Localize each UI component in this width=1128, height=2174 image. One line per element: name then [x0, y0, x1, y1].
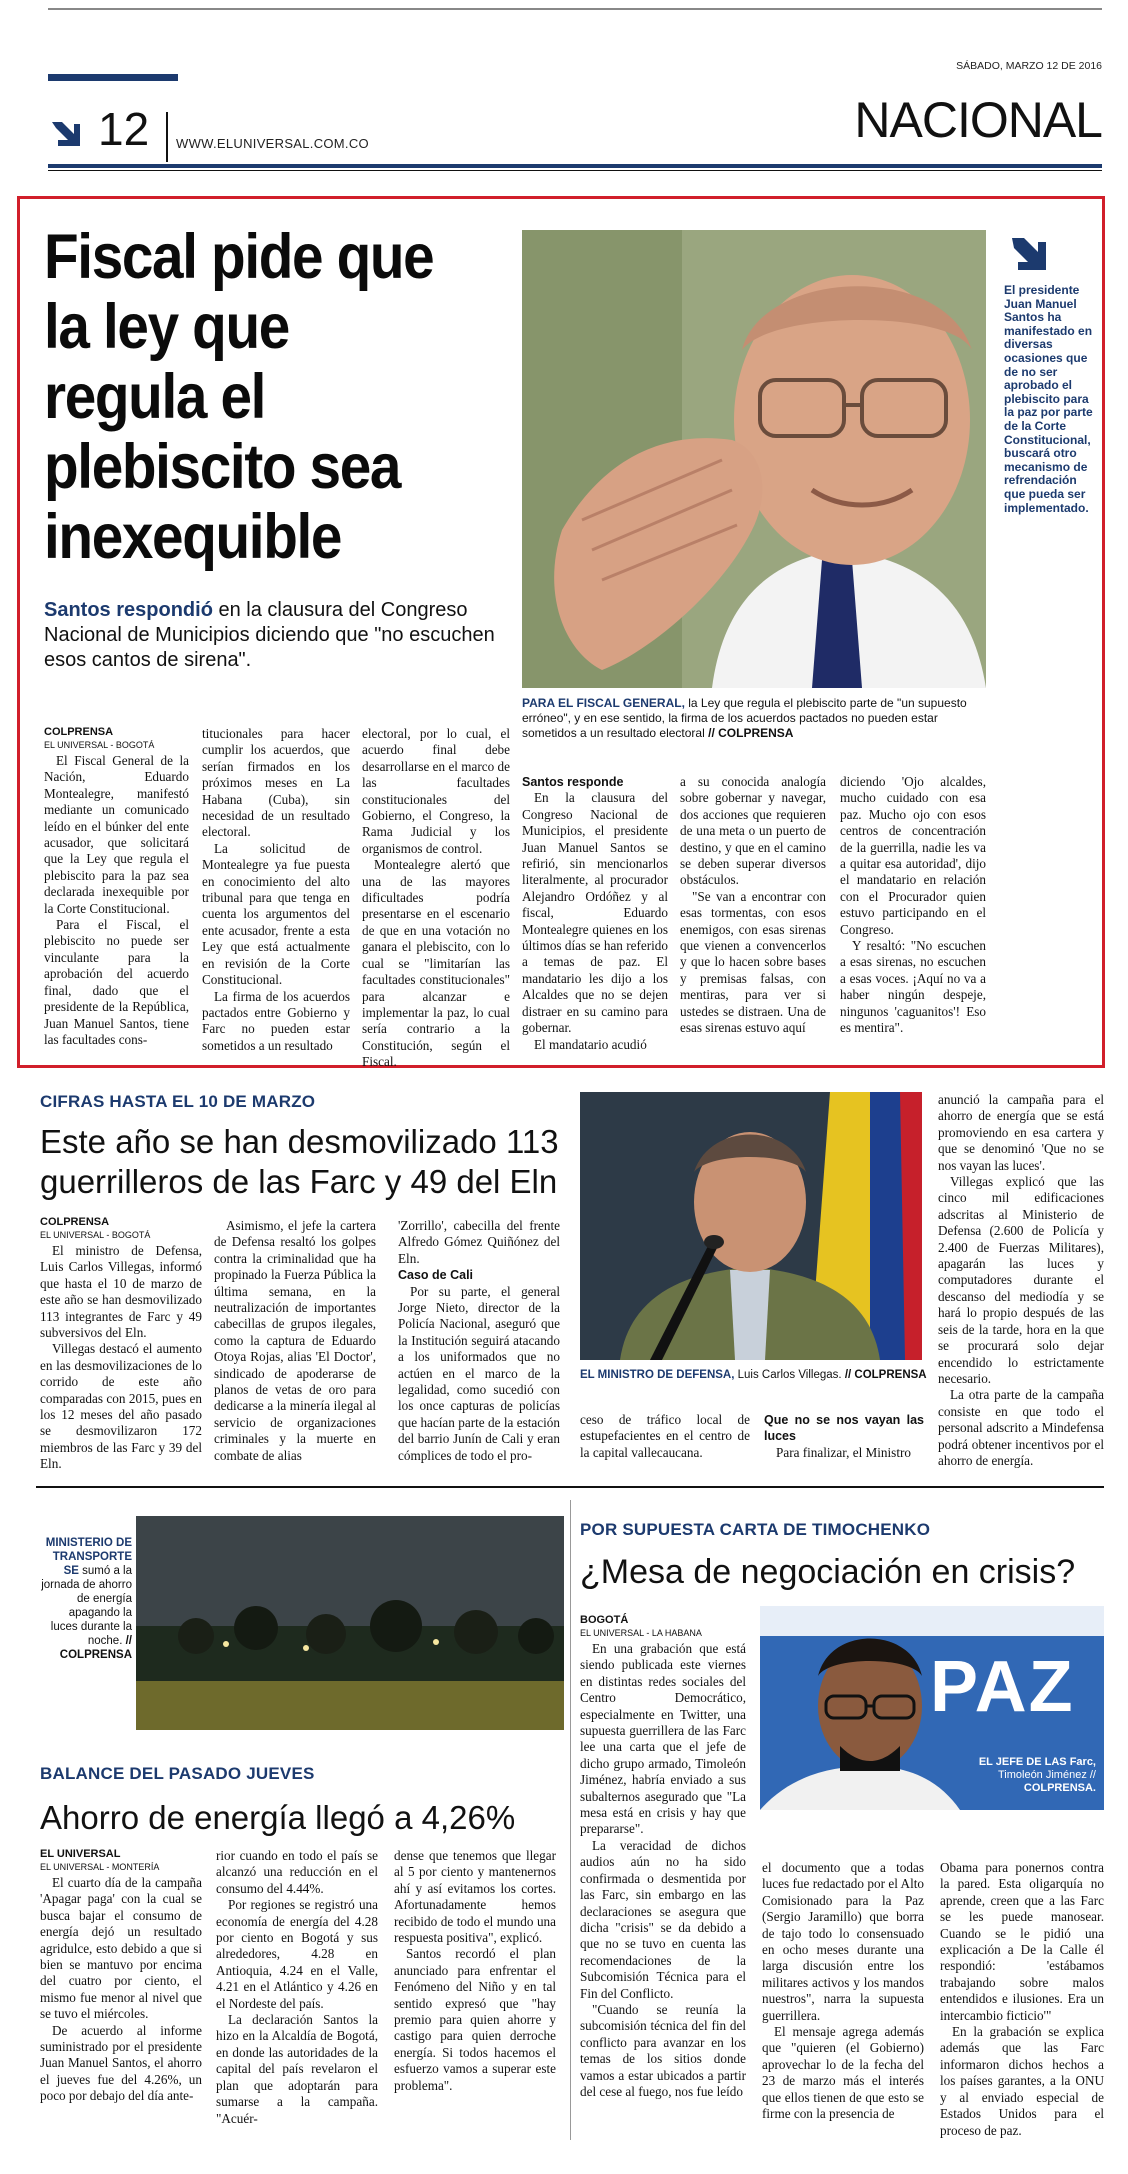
story2-col3-p1: 'Zorrillo', cabecilla del frente Alfredo Gómez Quiñónez del Eln. [398, 1218, 560, 1266]
story1-col3-p1: electoral, por lo cual, el acuerdo final debe desarrollarse en el marco de las facultades constitucionales del Gobierno, el Congreso, la Rama Judicial y los organismos de control. [362, 726, 510, 856]
story1-byline-place: EL UNIVERSAL - BOGOTÁ [44, 740, 155, 750]
story4-caption-credit: COLPRENSA. [1023, 1782, 1096, 1794]
story1-caption-credit: // COLPRENSA [708, 726, 794, 740]
story3-col1-p1: El cuarto día de la campaña 'Apagar paga' con la cual se busca bajar el consumo de energía dejó un resultado agridulce, esto debido a que si bien se mantuvo por encima del cuatro por ciento, el mismo fue menor al nivel que se tuvo el miércoles. [40, 1875, 202, 2022]
story2-col6-p2: Villegas explicó que las cinco mil edificaciones adscritas al Ministerio de Defensa (2.600 de Policía y 2.400 de Fuerzas Militares), apagarán las luces y computadores durante el descanso del mediodía y se hará lo propio después de las seis de la tarde, hora en la que se procurará solo dejar encendido lo estrictamente necesario. [938, 1174, 1104, 1386]
story3-col1-p2: De acuerdo al informe suministrado por el presidente Juan Manuel Santos, el ahorro el jueves fue del 4.26%, un poco por debajo del día ante- [40, 2022, 202, 2104]
story1-col6 [840, 774, 986, 1037]
story4-col2-p2: El mensaje agrega además que "quieren (el Gobierno) aprovechar lo de la fecha del 23 de marzo más el interés que ellos tienen de que esto se firme con la presencia de [762, 2024, 924, 2122]
story1-byline: COLPRENSA [44, 726, 114, 738]
night-lights-photo [136, 1516, 564, 1730]
story4-col1-p1: En una grabación que está siendo publicada este viernes en distintas redes sociales del Centro Democrático, especialmente en Twitter, una supuesta guerrillera de las Farc lee una carta que el jefe de dicho grupo armado, Timoleón Jiménez, habría enviado a sus subalternos asegurado que "La mesa está en crisis y hay que prepararse". [580, 1641, 746, 1837]
story2-col6-p3: La otra parte de la campaña consiste en que todo el personal adscrito a Mindefensa podrá obtener incentivos por el ahorro de energía. [938, 1387, 1104, 1468]
story3-note-credit: // COLPRENSA [59, 1635, 132, 1661]
story3-col3-p1: dense que tenemos que llegar al 5 por ciento y mantenernos ahí y así evitamos los cortes. Afortunadamente hemos recibido de todo el mundo una respuesta positiva", explicó. [394, 1848, 556, 1946]
story4-col1-p3: "Cuando se reunía la subcomisión técnica del fin del conflicto para avanzar en los temas de los sitios donde vamos a estar ubicados a partir del cese al fuego, nos fue leído [580, 2001, 746, 2099]
story2-col1-p1: El ministro de Defensa, Luis Carlos Villegas, informó que hasta el 10 de marzo de este año se han desmovilizado 113 integrantes de Farc y 49 subversivos del Eln. [40, 1243, 202, 1341]
story2-col3-subhead: Caso de Cali [398, 1268, 474, 1283]
story2-caption-text: Luis Carlos Villegas. [737, 1369, 842, 1381]
story4-photo-caption [960, 1756, 1096, 1795]
arrow-icon [48, 114, 84, 150]
story2-col1-p2: Villegas destacó el aumento en las desmovilizaciones de lo corrido de este año comparadas con 2015, pues en los 12 meses del año pasado se desmovilizaron 172 miembros de las Farc y 39 del Eln. [40, 1341, 202, 1472]
story1-col1 [44, 726, 189, 1048]
story1-caption-lead: PARA EL FISCAL GENERAL, [522, 696, 685, 710]
story3-col2-p3: La declaración Santos la hizo en la Alcaldía de Bogotá, en donde las autoridades de la capital del país revelaron el plan que adoptarán para sumarse a la campaña. "Acuér- [216, 2012, 378, 2126]
story1-col4-subhead: Santos responde [522, 775, 624, 789]
story3-headline: Ahorro de energía llegó a 4,26% [40, 1799, 516, 1836]
story2-col1 [40, 1216, 202, 1473]
banner-paz-text: PAZ [930, 1647, 1075, 1727]
story2-col6 [938, 1092, 1104, 1469]
story1-col5-p1: a su conocida analogía sobre gobernar y navegar, dos acciones que requieren de una meta o un puerto de destino, y que en el camino se deben superar diversos obstáculos. [680, 774, 826, 888]
site-url[interactable]: WWW.ELUNIVERSAL.COM.CO [176, 136, 369, 151]
story4-col3-p2: En la grabación se explica además que las Farc informaron dichos hechos a los países garantes, a la ONU y al enviado especial de Estados Unidos para el proceso de paz. [940, 2024, 1104, 2138]
story2-col2-p1: Asimismo, el jefe la cartera de Defensa resaltó los golpes contra la criminalidad que ha propinado la Fuerza Pública la última semana, en la neutralización de importantes cabecillas de grupos ilegales, como la captura de Eduardo Otoya Rojas, alias 'El Doctor', sindicado de apoderarse de planos de vetas de oro para dedicarse a la minería ilegal al servicio de organizaciones criminales y la muerte en combate de alias [214, 1218, 376, 1463]
story1-col5-p2: "Se van a encontrar con esas tormentas, con esos enemigos, con esas sirenas que vienen a convencerlos y que lo hacen sobre bases y premisas falsas, con mentiras, para ver si ustedes se distraen. Una de esas sirenas estuvo aquí [680, 888, 826, 1036]
story1-col3 [362, 726, 510, 1071]
story1-deck-rest: en la clausura del Congreso Nacional de Municipios diciendo que "no escuchen esos cantos de sirena". [44, 599, 495, 671]
story4-col2 [762, 1860, 924, 2123]
story1-photo-caption [522, 696, 990, 741]
story3-col3-p2: Santos recordó el plan anunciado para enfrentar el Fenómeno del Niño y en tal sentido expresó que "hay premio para quien ahorre y castigo para quien derroche energía. Si todos hacemos el esfuerzo vamos a superar este problema". [394, 1946, 556, 2093]
story1-col4-p1: En la clausura del Congreso Nacional de Municipios, el presidente Juan Manuel Santos se refirió, sin mencionarlos literalmente, al procurador Alejandro Ordóñez y al fiscal, Eduardo Montealegre quienes en los últimos días se han referido a temas de paz. El mandatario les dijo a los Alcaldes que no se dejen distraer en su camino para gobernar. [522, 790, 668, 1036]
story3-col3 [394, 1848, 556, 2094]
story1-col2 [202, 726, 350, 1054]
masthead-rule-thin [48, 170, 1102, 171]
story2-col5 [764, 1412, 924, 1461]
story1-col1-p1: El Fiscal General de la Nación, Eduardo Montealegre, manifestó mediante un comunicado leído en el búnker del ente acusador, que solicitará que la Ley que regula el plebiscito para la paz sea declarada inexequible por la Corte Constitucional. [44, 753, 189, 916]
story1-caption-text: la Ley que regula el plebiscito parte de "un supuesto erróneo", y en ese sentido, la firma de los acuerdos pactados no pueden estar sometidos a un resultado electoral [522, 696, 967, 740]
page-number: 12 [98, 103, 150, 155]
story3-photo-note [40, 1536, 132, 1662]
story2-col4 [580, 1412, 750, 1461]
story4-col3-p1: Obama para ponernos contra la pared. Esta oligarquía no aprende, creen que a las Farc se les puede manosear. Cuando se le pidió una explicación a De la Calle él respondió: 'estábamos trabajando sobre malos entendidos e ilusiones. Era un intercambio ficticio'" [940, 1860, 1104, 2023]
story1-col4-p2: El mandatario acudió [534, 1036, 647, 1052]
fiscal-photo [522, 230, 986, 688]
timochenko-photo [760, 1606, 1104, 1810]
masthead-rule [48, 164, 1102, 168]
story3-col2-p2: Por regiones se registró una economía de energía del 4.28 por ciento en Bogotá y sus alrededores, 4.28 en Antioquia, 4.24 en el Valle, 4.21 en el Atlántico y 4.26 en el Nordeste del país. [216, 1897, 378, 2011]
story2-caption-credit: // COLPRENSA [844, 1369, 927, 1381]
story4-byline: BOGOTÁ [580, 1614, 629, 1626]
story1-col4 [522, 774, 668, 1053]
story1-deck [44, 598, 524, 673]
story3-col1 [40, 1848, 202, 2105]
story2-col5-p1: Para finalizar, el Ministro [776, 1444, 911, 1460]
story2-col5-subhead: Que no se nos vayan las luces [764, 1413, 924, 1444]
story4-byline-place: EL UNIVERSAL - LA HABANA [580, 1628, 702, 1638]
minister-photo [580, 1092, 922, 1360]
story3-note-text: sumó a la jornada de ahorro de energía apagando la luces durante la noche. [41, 1565, 132, 1647]
story4-headline: ¿Mesa de negociación en crisis? [580, 1553, 1076, 1591]
story2-photo-caption [580, 1368, 930, 1383]
story4-caption-lead: EL JEFE DE LAS Farc, [978, 1756, 1096, 1768]
story4-col3 [940, 1860, 1104, 2139]
story3-kicker: BALANCE DEL PASADO JUEVES [40, 1764, 315, 1783]
sidebar-arrow-icon [1008, 232, 1050, 274]
story3-byline-place: EL UNIVERSAL - MONTERÍA [40, 1862, 160, 1872]
story1-col6-p2: Y resaltó: "No escuchen a esas sirenas, no escuchen a esas voces. ¡Aquí no va a haber ningún despeje, ningunos 'caguanitos'! Eso es mentira". [840, 938, 986, 1036]
story1-deck-lead: Santos respondió [44, 599, 213, 621]
column-divider [570, 1500, 571, 2140]
story4-caption-text: Timoleón Jiménez // [997, 1769, 1096, 1781]
story3-note-lead: MINISTERIO DE TRANSPORTE SE [45, 1537, 132, 1577]
page-number-divider [166, 112, 168, 162]
date-line: SÁBADO, MARZO 12 DE 2016 [956, 60, 1102, 72]
story2-headline: Este año se han desmovilizado 113 guerrilleros de las Farc y 49 del Eln [40, 1123, 559, 1200]
top-blue-bar [48, 74, 178, 81]
story2-col6-p1: anunció la campaña para el ahorro de energía que se está promoviendo en esa cartera y que se denominó 'Que no se nos vayan las luces'. [938, 1092, 1104, 1173]
story1-headline: Fiscal pide que la ley que regula el plebiscito sea inexequible [44, 222, 434, 572]
story3-col2-p1: rior cuando en todo el país se alcanzó una reducción en el consumo del 4.44%. [216, 1848, 378, 1896]
story2-col4-p1: ceso de tráfico local de estupefacientes en el centro de la capital vallecaucana. [580, 1412, 750, 1460]
story2-col3-p2: Por su parte, el general Jorge Nieto, director de la Policía Nacional, aseguró que la Institución seguirá atacando a los uniformados que no actúen en el marco de la legalidad, como sucedió con los once capturas de policías que hacían parte de la estación del barrio Junín de Cali y eran cómplices de todo el pro- [398, 1283, 560, 1463]
story1-sidebar-note: El presidente Juan Manuel Santos ha manifestado en diversas ocasiones que de no ser aprobado el plebiscito para la paz por parte de la Corte Constitucional, buscará otro mecanismo de refrendación que pueda ser implementado. [1004, 283, 1093, 515]
story3-col2 [216, 1848, 378, 2127]
story1-col3-p2: Montealegre alertó que una de las mayores dificultades podría presentarse en el escenario de que en una votación no ganara el plebiscito, con lo cual se "limitarían las facultades constitucionales" para alcanzar e implementar la paz, lo cual sería contrario a la Constitución, según el Fiscal. [362, 857, 510, 1070]
story4-col2-p1: el documento que a todas luces fue redactado por el Alto Comisionado para la Paz (Sergio Jaramillo) que borra de tajo todo lo consensuado en ocho meses durante una larga discusión entre los militares activos y los mandos nuestros", narra la supuesta guerrillera. [762, 1860, 924, 2023]
story1-col6-p1: diciendo 'Ojo alcaldes, mucho cuidado con esa paz. Mucho ojo con esos centros de concentración de la guerrilla, nadie les va a quitar esa autoridad', dijo el mandatario en relación con el Procurador quien estuvo participando en el Congreso. [840, 774, 986, 937]
story1-col1-p2: Para el Fiscal, el plebiscito no puede ser vinculante para la aprobación del acuerdo final, dado que el presidente de la República, Juan Manuel Santos, tiene las facultades cons- [44, 917, 189, 1047]
top-rule [48, 8, 1102, 10]
story3-byline: EL UNIVERSAL [40, 1848, 121, 1860]
story1-col2-p3: La firma de los acuerdos pactados entre Gobierno y Farc no pueden estar sometidos a un resultado [202, 988, 350, 1053]
story2-col2 [214, 1218, 376, 1464]
story2-caption-lead: EL MINISTRO DE DEFENSA, [580, 1369, 735, 1381]
story4-kicker: POR SUPUESTA CARTA DE TIMOCHENKO [580, 1520, 931, 1539]
story2-byline: COLPRENSA [40, 1216, 110, 1228]
story1-col2-p2: La solicitud de Montealegre ya fue puesta en conocimiento del alto tribunal para que tenga en cuenta los argumentos del ente acusador, frente a esta Ley que está actualmente en revisión de la Corte Constitucional. [202, 840, 350, 988]
story4-col1 [580, 1614, 746, 2100]
section-title: NACIONAL [854, 92, 1102, 148]
story2-kicker: CIFRAS HASTA EL 10 DE MARZO [40, 1092, 316, 1111]
story2-col3 [398, 1218, 560, 1464]
story2-byline-place: EL UNIVERSAL - BOGOTÁ [40, 1230, 151, 1240]
story4-col1-p2: La veracidad de dichos audios aún no ha sido confirmada o desmentida por las Farc, sin embargo en las declaraciones se asegura que dicha "crisis" se da debido a que no se tuvo en cuenta las recomendaciones de la Subcomisión Técnica para el Fin del Conflicto. [580, 1837, 746, 2001]
section-divider [36, 1486, 1104, 1488]
story1-col5 [680, 774, 826, 1037]
story1-col2-p1: titucionales para hacer cumplir los acuerdos, que serían firmados en los próximos meses en La Habana (Cuba), sin necesidad de un resultado electoral. [202, 726, 350, 840]
